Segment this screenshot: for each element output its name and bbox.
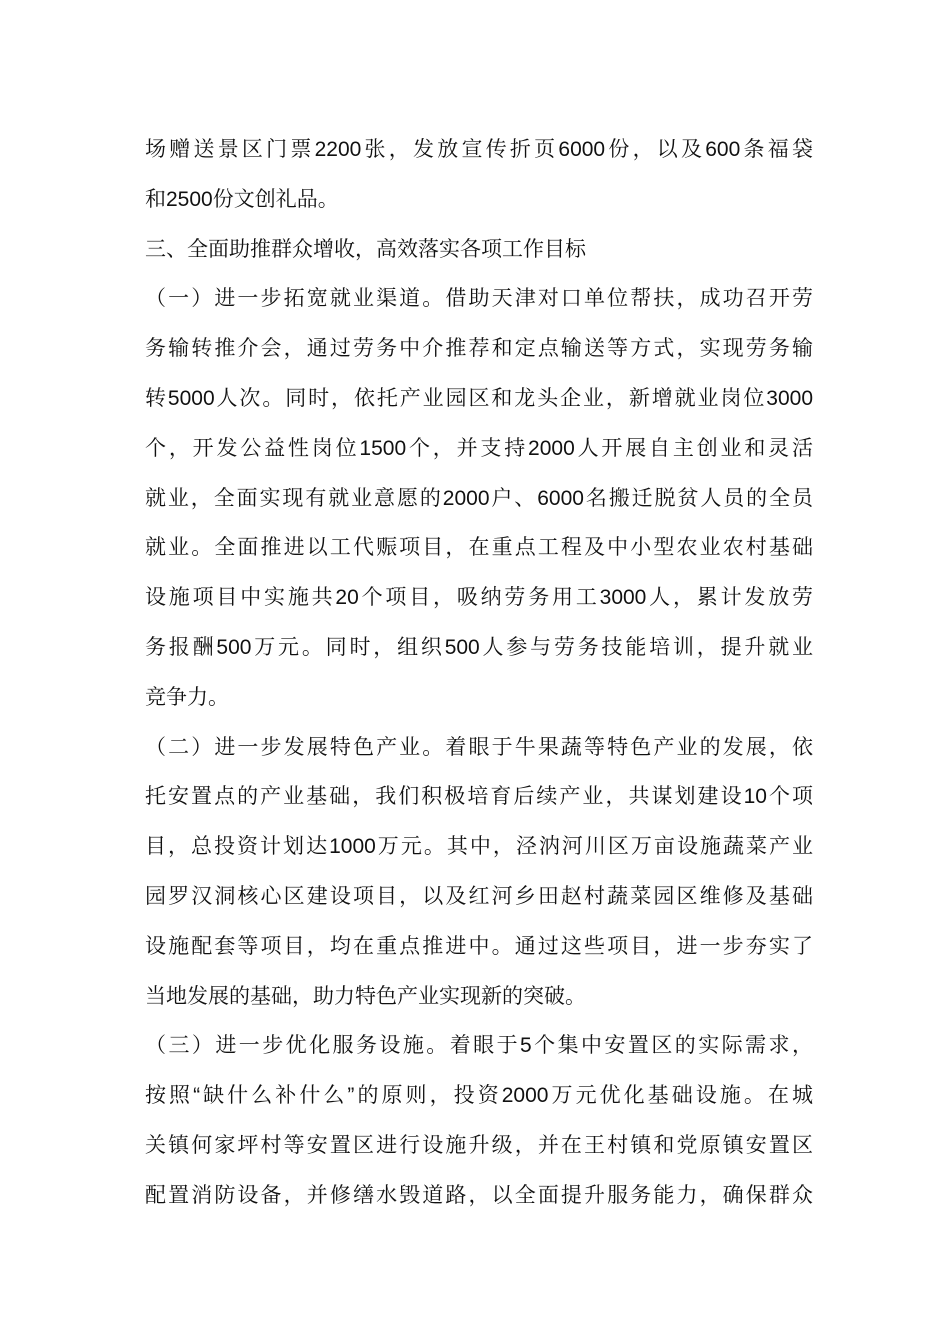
text-line: 个，开发公益性岗位1500个，并支持2000人开展自主创业和灵活: [145, 436, 813, 460]
paragraph-employment: [145, 274, 813, 722]
text-line: （二）进一步发展特色产业。着眼于牛果蔬等特色产业的发展，依: [145, 735, 813, 759]
text-line: 务报酬500万元。同时，组织500人参与劳务技能培训，提升就业: [145, 635, 813, 659]
document-page: [145, 125, 813, 1221]
section-heading-3: [145, 225, 813, 275]
text-line: 设施配套等项目，均在重点推进中。通过这些项目，进一步夯实了: [145, 934, 813, 958]
text-line: 就业，全面实现有就业意愿的2000户、6000名搬迁脱贫人员的全员: [145, 486, 813, 510]
text-line: （三）进一步优化服务设施。着眼于5个集中安置区的实际需求，: [145, 1034, 813, 1058]
text-line: 按照“缺什么补什么”的原则，投资2000万元优化基础设施。在城: [145, 1084, 813, 1108]
text-line: 和2500份文创礼品。: [145, 187, 339, 211]
text-line: （一）进一步拓宽就业渠道。借助天津对口单位帮扶，成功召开劳: [145, 287, 813, 311]
text-line: 三、全面助推群众增收，高效落实各项工作目标: [145, 237, 586, 261]
text-line: 园罗汉洞核心区建设项目，以及红河乡田赵村蔬菜园区维修及基础: [145, 884, 813, 908]
text-line: 目，总投资计划达1000万元。其中，泾汭河川区万亩设施蔬菜产业: [145, 835, 813, 859]
paragraph-facilities: [145, 1021, 813, 1220]
text-line: 场赠送景区门票2200张，发放宣传折页6000份，以及600条福袋: [145, 138, 813, 161]
text-line: 转5000人次。同时，依托产业园区和龙头企业，新增就业岗位3000: [145, 386, 813, 410]
text-line: 托安置点的产业基础，我们积极培育后续产业，共谋划建设10个项: [145, 785, 813, 809]
paragraph-industry: [145, 723, 813, 1022]
text-line: 务输转推介会，通过劳务中介推荐和定点输送等方式，实现劳务输: [145, 337, 813, 361]
text-line: 当地发展的基础，助力特色产业实现新的突破。: [145, 984, 586, 1008]
text-line: 关镇何家坪村等安置区进行设施升级，并在王村镇和党原镇安置区: [145, 1133, 813, 1157]
text-line: 配置消防设备，并修缮水毁道路，以全面提升服务能力，确保群众: [145, 1183, 813, 1207]
text-line: 竞争力。: [145, 685, 229, 709]
text-line: 就业。全面推进以工代赈项目，在重点工程及中小型农业农村基础: [145, 536, 813, 560]
text-line: 设施项目中实施共20个项目，吸纳劳务用工3000人，累计发放劳: [145, 586, 813, 610]
paragraph-tourism-gifts: [145, 125, 813, 225]
